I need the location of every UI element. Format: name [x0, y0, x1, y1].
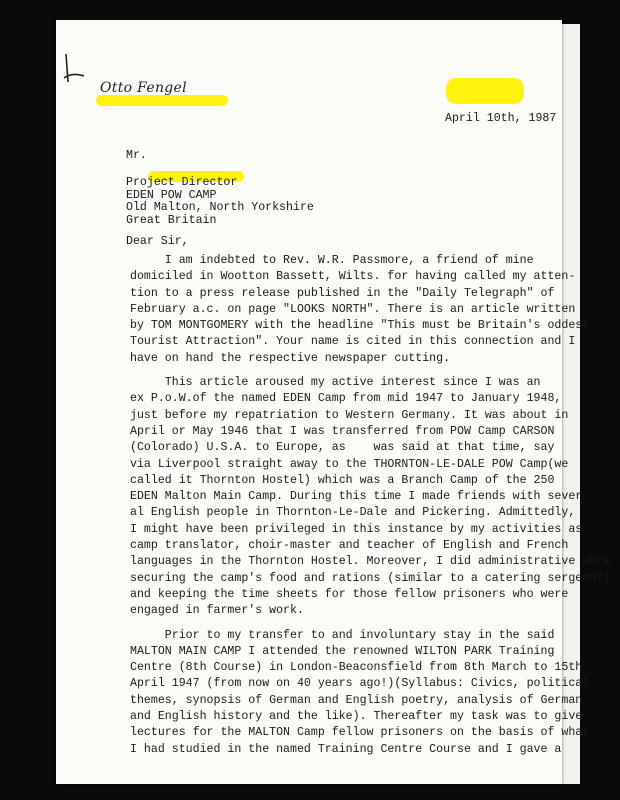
text-line: al English people in Thornton-Le-Dale and Pickering. Admittedly,: [130, 506, 576, 520]
text-line: April 1947 (from now on 40 years ago!)(Syllabus: Civics, political: [130, 677, 590, 691]
text-line: I had studied in the named Training Centre Course and I gave a: [130, 742, 562, 756]
text-line: I am indebted to Rev. W.R. Passmore, a friend of mine: [130, 254, 534, 267]
text-line: MALTON MAIN CAMP I attended the renowned WILTON PARK Training: [130, 644, 555, 658]
address-line: Great Britain: [126, 214, 217, 228]
text-line: securing the camp's food and rations (similar to a catering sergeant): [130, 571, 611, 585]
sender-highlight: [96, 95, 228, 106]
text-line: ex P.o.W.of the named EDEN Camp from mid 1947 to January 1948,: [130, 392, 562, 406]
letter-date: April 10th, 1987: [445, 112, 557, 125]
text-line: by TOM MONTGOMERY with the headline "This must be Britain's oddest: [130, 319, 590, 333]
text-line: and English history and the like). Thereafter my task was to give: [130, 710, 583, 724]
text-line: EDEN Malton Main Camp. During this time I made friends with sever-: [130, 490, 590, 504]
recipient-prefix: Mr.: [126, 149, 147, 162]
text-line: camp translator, choir-master and teacher of English and French: [130, 539, 569, 553]
paragraph-2: [130, 375, 611, 619]
text-line: This article aroused my active interest since I was an: [130, 376, 541, 390]
text-line: Tourist Attraction". Your name is cited in this connection and I: [130, 335, 576, 349]
recipient-address: [126, 150, 314, 228]
text-line: domiciled in Wootton Bassett, Wilts. for having called my atten-: [130, 270, 576, 284]
letter-page: [56, 20, 611, 784]
sender-name: Otto Fengel: [100, 80, 187, 96]
greeting: Dear Sir,: [126, 235, 189, 248]
address-line: Project Director: [126, 175, 238, 189]
text-line: lectures for the MALTON Camp fellow prisoners on the basis of what: [130, 726, 590, 740]
text-line: and keeping the time sheets for those fellow prisoners who were: [130, 587, 569, 601]
letter-body: [130, 253, 611, 758]
text-line: I might have been privileged in this instance by my activities as: [130, 522, 583, 536]
text-line: tion to a press release published in the "Daily Telegraph" of: [130, 286, 555, 300]
pen-mark-icon: [62, 52, 92, 92]
text-line: via Liverpool straight away to the THORNTON-LE-DALE POW Camp(we: [130, 457, 569, 471]
text-line: Prior to my transfer to and involuntary stay in the said: [130, 628, 555, 642]
redacted-header-highlight: [446, 78, 524, 104]
text-line: just before my repatriation to Western Germany. It was about in: [130, 408, 569, 422]
text-line: have on hand the respective newspaper cutting.: [130, 351, 451, 365]
paragraph-3: [130, 628, 590, 758]
address-line: EDEN POW CAMP: [126, 188, 217, 202]
text-line: themes, synopsis of German and English poetry, analysis of German: [130, 693, 583, 707]
text-line: Centre (8th Course) in London-Beaconsfield from 8th March to 15th: [130, 661, 583, 675]
text-line: engaged in farmer's work.: [130, 604, 304, 618]
text-line: February a.c. on page "LOOKS NORTH". There is an article written: [130, 302, 576, 316]
text-line: called it Thornton Hostel) which was a Branch Camp of the 250: [130, 473, 555, 487]
text-line: languages in the Thornton Hostel. Moreover, I did administrative work: [130, 555, 611, 569]
address-line: Old Malton, North Yorkshire: [126, 201, 314, 215]
text-line: (Colorado) U.S.A. to Europe, as was said at that time, say: [130, 441, 555, 455]
text-line: April or May 1946 that I was transferred from POW Camp CARSON: [130, 424, 555, 438]
paragraph-1: [130, 253, 590, 367]
